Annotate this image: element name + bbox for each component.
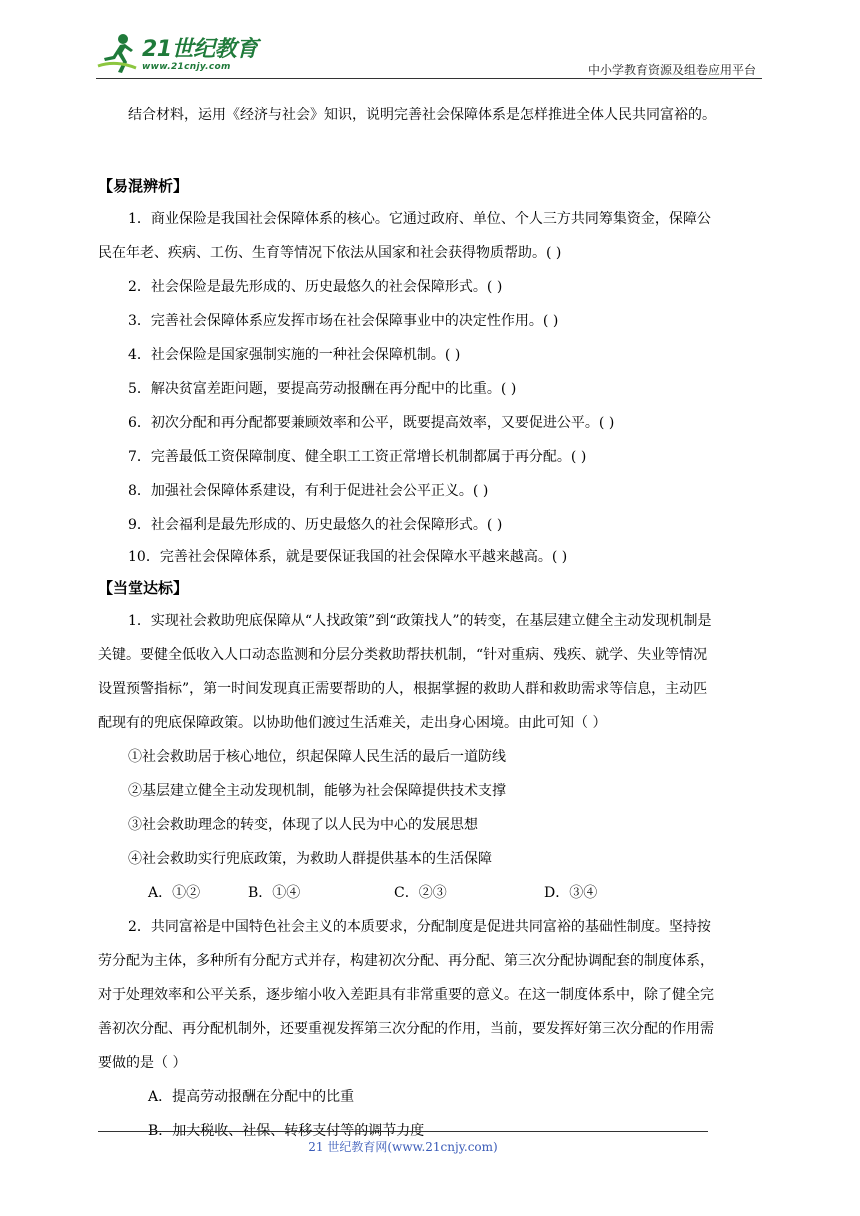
tf-item-2: 2．社会保险是最先形成的、历史最悠久的社会保障形式。( ) xyxy=(128,279,503,295)
q2-line-3: 对于处理效率和公平关系，逐步缩小收入差距具有非常重要的意义。在这一制度体系中，除了健全完 xyxy=(98,987,714,1003)
q1-line-2: 关键。要健全低收入人口动态监测和分层分类救助帮扶机制，“针对重病、残疾、就学、失业等情况 xyxy=(98,647,708,663)
q1-line-1: 1．实现社会救助兜底保障从“人找政策”到“政策找人”的转变，在基层建立健全主动发现机制是 xyxy=(128,613,712,629)
section-title-practice: 【当堂达标】 xyxy=(98,579,189,597)
q2-option-a: A．提高劳动报酬在分配中的比重 xyxy=(148,1089,355,1105)
spacer xyxy=(98,132,766,170)
logo-text: 21世纪教育 xyxy=(142,37,258,62)
q1-statement-3: ③社会救助理念的转变，体现了以人民为中心的发展思想 xyxy=(128,817,478,833)
q2-line-5: 要做的是（ ） xyxy=(98,1055,187,1071)
tf-item-7: 7．完善最低工资保障制度、健全职工工资正常增长机制都属于再分配。( ) xyxy=(128,449,587,465)
q2-line-1: 2．共同富裕是中国特色社会主义的本质要求，分配制度是促进共同富裕的基础性制度。坚持按 xyxy=(128,919,711,935)
section-title-confusion: 【易混辨析】 xyxy=(98,177,189,195)
footer-divider xyxy=(98,1131,708,1132)
q1-statement-1: ①社会救助居于核心地位，织起保障人民生活的最后一道防线 xyxy=(128,749,506,765)
tf-item-5: 5．解决贫富差距问题，要提高劳动报酬在再分配中的比重。( ) xyxy=(128,381,517,397)
tf-item-3: 3．完善社会保障体系应发挥市场在社会保障事业中的决定性作用。( ) xyxy=(128,313,559,329)
q2-line-4: 善初次分配、再分配机制外，还要重视发挥第三次分配的作用，当前，要发挥好第三次分配的作用需 xyxy=(98,1021,714,1037)
q1-option-b: B．①④ xyxy=(248,885,301,901)
q1-line-4: 配现有的兜底保障政策。以协助他们渡过生活难关，走出身心困境。由此可知（ ） xyxy=(98,715,607,731)
footer-text: 21 世纪教育网(www.21cnjy.com) xyxy=(308,1140,498,1154)
tf-item-6: 6．初次分配和再分配都要兼顾效率和公平，既要提高效率，又要促进公平。( ) xyxy=(128,415,615,431)
tf-item-10: 10．完善社会保障体系，就是要保证我国的社会保障水平越来越高。( ) xyxy=(128,549,568,565)
intro-text: 结合材料，运用《经济与社会》知识，说明完善社会保障体系是怎样推进全体人民共同富裕的。 xyxy=(128,107,716,123)
tf-item-8: 8．加强社会保障体系建设，有利于促进社会公平正义。( ) xyxy=(128,483,489,499)
tf-item-1-line-1: 1．商业保险是我国社会保障体系的核心。它通过政府、单位、个人三方共同筹集资金，保障公 xyxy=(128,211,711,227)
tf-item-1-line-2: 民在年老、疾病、工伤、生育等情况下依法从国家和社会获得物质帮助。( ) xyxy=(98,245,562,261)
logo xyxy=(96,32,266,76)
document-body xyxy=(98,98,766,1148)
tf-item-9: 9．社会福利是最先形成的、历史最悠久的社会保障形式。( ) xyxy=(128,517,503,533)
q1-line-3: 设置预警指标”，第一时间发现真正需要帮助的人，根据掌握的救助人群和救助需求等信息，主动匹 xyxy=(98,681,708,697)
q1-statement-4: ④社会救助实行兜底政策，为救助人群提供基本的生活保障 xyxy=(128,851,492,867)
q1-option-c: C．②③ xyxy=(394,885,447,901)
q1-option-d: D．③④ xyxy=(544,885,598,901)
q2-option-b: B．加大税收、社保、转移支付等的调节力度 xyxy=(148,1123,425,1139)
header-divider xyxy=(96,78,762,79)
runner-logo-icon xyxy=(96,32,140,76)
q1-statement-2: ②基层建立健全主动发现机制，能够为社会保障提供技术支撑 xyxy=(128,783,506,799)
q1-option-a: A．①② xyxy=(148,885,201,901)
q1-options xyxy=(98,876,766,910)
page-header xyxy=(96,28,760,80)
logo-url: www.21cnjy.com xyxy=(142,62,231,72)
header-platform-text: 中小学教育资源及组卷应用平台 xyxy=(587,63,756,77)
tf-item-4: 4．社会保险是国家强制实施的一种社会保障机制。( ) xyxy=(128,347,461,363)
q2-line-2: 劳分配为主体，多种所有分配方式并存，构建初次分配、再分配、第三次分配协调配套的制度体系， xyxy=(98,953,714,969)
